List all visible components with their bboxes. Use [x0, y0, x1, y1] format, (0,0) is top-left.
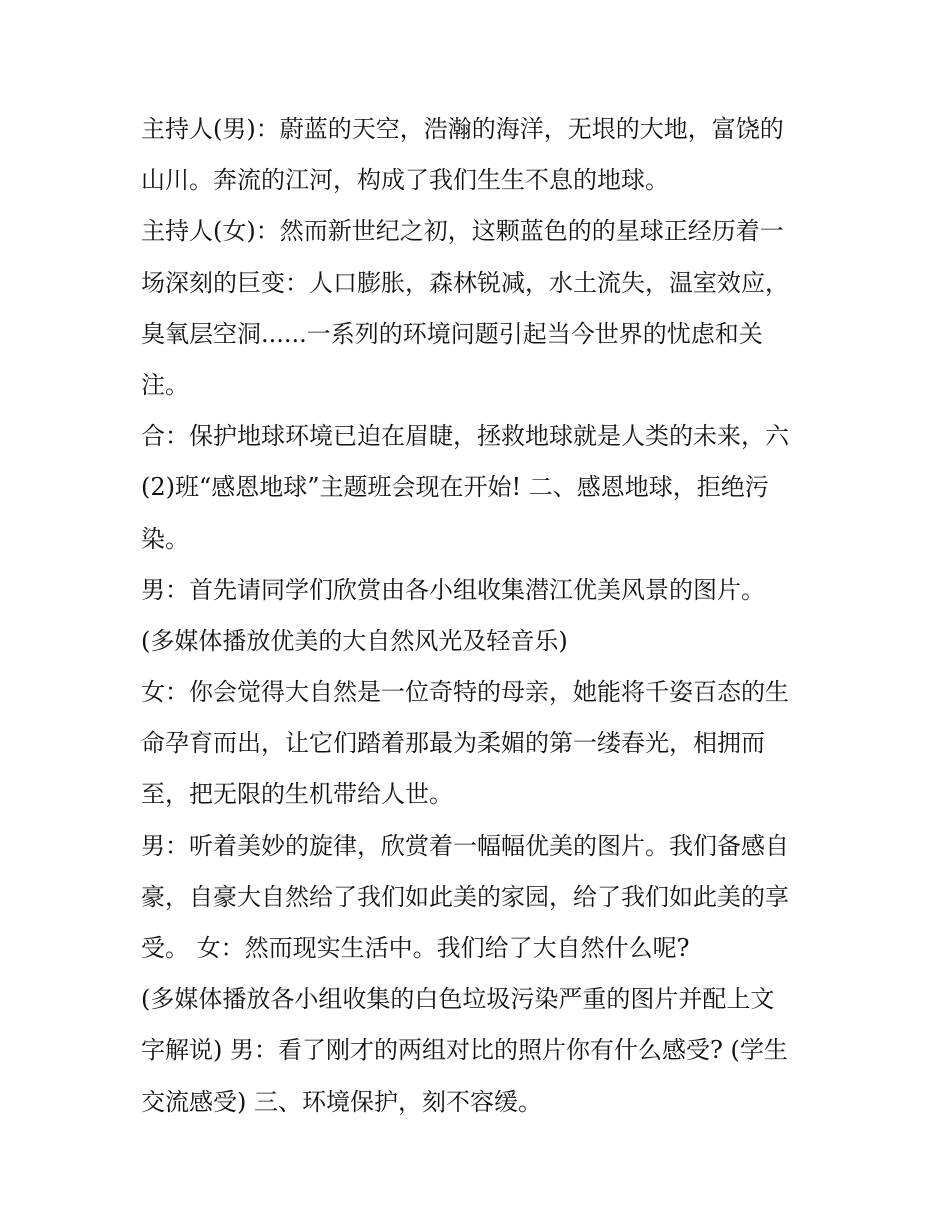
text-line: 命孕育而出，让它们踏着那最为柔媚的第一缕春光，相拥而 [141, 729, 765, 758]
text-line: 受。 女：然而现实生活中。我们给了大自然什么呢? [141, 934, 690, 962]
text-line: 主持人(女)：然而新世纪之初，这颗蓝色的的星球正经历着一 [141, 217, 784, 246]
text-line: 山川。奔流的江河，构成了我们生生不息的地球。 [141, 166, 669, 195]
text-line: 主持人(男)：蔚蓝的天空，浩瀚的海洋，无垠的大地，富饶的 [141, 115, 784, 143]
text-line: 染。 [141, 524, 189, 553]
text-line: (2)班“感恩地球”主题班会现在开始! 二、感恩地球，拒绝污 [141, 473, 769, 502]
text-line: 臭氧层空洞......一系列的环境问题引起当今世界的忧虑和关 [141, 319, 763, 348]
document-page [141, 104, 813, 1128]
text-line: 女：你会觉得大自然是一位奇特的母亲，她能将千姿百态的生 [141, 678, 789, 707]
text-line: 场深刻的巨变：人口膨胀，森林锐减，水土流失，温室效应， [141, 268, 789, 297]
text-line: 交流感受) 三、环境保护，刻不容缓。 [141, 1087, 542, 1116]
text-line: 字解说) 男：看了刚才的两组对比的照片你有什么感受? (学生 [141, 1036, 788, 1065]
text-line: 注。 [141, 370, 189, 399]
text-line: (多媒体播放各小组收集的白色垃圾污染严重的图片并配上文 [141, 985, 775, 1014]
text-line: 男：听着美妙的旋律，欣赏着一幅幅优美的图片。我们备感自 [141, 831, 789, 860]
text-line: 豪，自豪大自然给了我们如此美的家园，给了我们如此美的享 [141, 882, 789, 911]
text-line: 合：保护地球环境已迫在眉睫，拯救地球就是人类的未来，六 [141, 422, 789, 451]
text-line: 男：首先请同学们欣赏由各小组收集潜江优美风景的图片。 [141, 575, 765, 604]
text-line: 至，把无限的生机带给人世。 [141, 780, 453, 809]
text-line: (多媒体播放优美的大自然风光及轻音乐) [141, 626, 568, 655]
